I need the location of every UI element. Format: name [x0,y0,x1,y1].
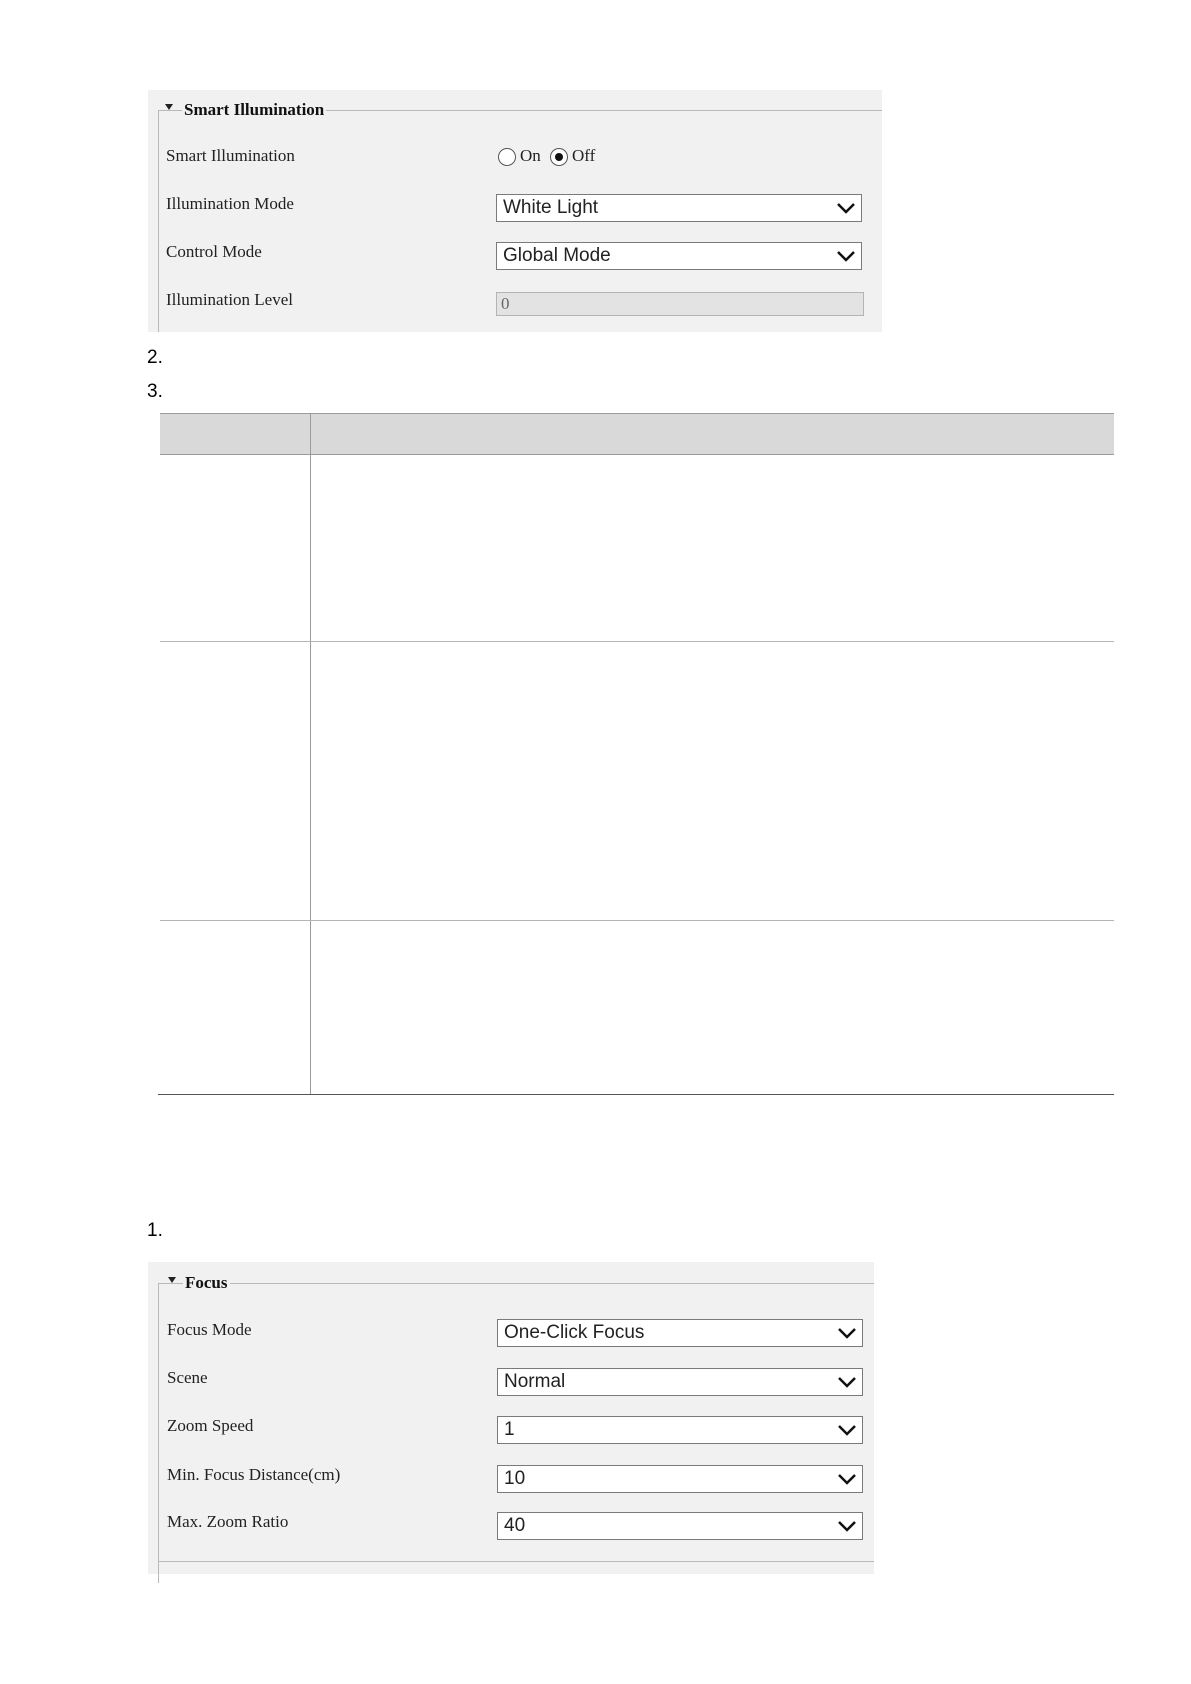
control-mode-select[interactable] [496,242,862,270]
illumination-level-input[interactable] [496,292,864,316]
panel-border-bottom [158,1561,874,1562]
triangle-down-icon[interactable] [165,104,173,110]
min-focus-distance-label: Min. Focus Distance(cm) [167,1465,341,1484]
chevron-down-icon [836,1323,858,1343]
scene-select[interactable] [497,1368,863,1396]
max-zoom-ratio-label: Max. Zoom Ratio [167,1512,289,1531]
panel-border-left [158,110,159,332]
illumination-level-label: Illumination Level [166,290,293,309]
panel-border-left [158,1283,159,1583]
zoom-speed-label: Zoom Speed [167,1416,254,1435]
table-header-row [160,413,1114,455]
scene-label: Scene [167,1368,208,1387]
scene-value: Normal [504,1371,566,1392]
panel-border-top [158,1283,874,1284]
max-zoom-ratio-select[interactable] [497,1512,863,1540]
focus-mode-label: Focus Mode [167,1320,252,1339]
smart-illumination-on-radio[interactable] [498,148,516,166]
min-focus-distance-value: 10 [504,1468,526,1489]
table-column-divider [310,413,311,1095]
illumination-level-value: 0 [501,294,510,313]
zoom-speed-select[interactable] [497,1416,863,1444]
radio-selected-dot [555,153,563,161]
illumination-mode-value: White Light [503,197,599,218]
on-radio-label: On [520,146,541,165]
chevron-down-icon [836,1516,858,1536]
off-radio-label: Off [572,146,596,165]
smart-illumination-panel [148,90,882,332]
step-number: 3. [147,381,163,402]
focus-mode-value: One-Click Focus [504,1322,645,1343]
triangle-down-icon[interactable] [168,1277,176,1283]
step-number: 1. [147,1220,163,1241]
table-bottom-border [158,1094,1114,1095]
control-mode-label: Control Mode [166,242,262,261]
max-zoom-ratio-value: 40 [504,1515,526,1536]
step-number: 2. [147,347,163,368]
table-row-divider [160,641,1114,642]
chevron-down-icon [835,246,857,266]
min-focus-distance-select[interactable] [497,1465,863,1493]
chevron-down-icon [835,198,857,218]
parameter-table [158,413,1114,1095]
table-row-divider [160,920,1114,921]
control-mode-value: Global Mode [503,245,611,266]
chevron-down-icon [836,1420,858,1440]
chevron-down-icon [836,1469,858,1489]
illumination-mode-select[interactable] [496,194,862,222]
smart-illumination-off-radio[interactable] [550,148,568,166]
zoom-speed-value: 1 [504,1419,515,1440]
focus-panel [148,1262,874,1574]
focus-mode-select[interactable] [497,1319,863,1347]
illumination-mode-label: Illumination Mode [166,194,294,213]
panel-title: Focus [185,1273,228,1292]
chevron-down-icon [836,1372,858,1392]
smart-illumination-label: Smart Illumination [166,146,295,165]
panel-title: Smart Illumination [184,100,325,119]
